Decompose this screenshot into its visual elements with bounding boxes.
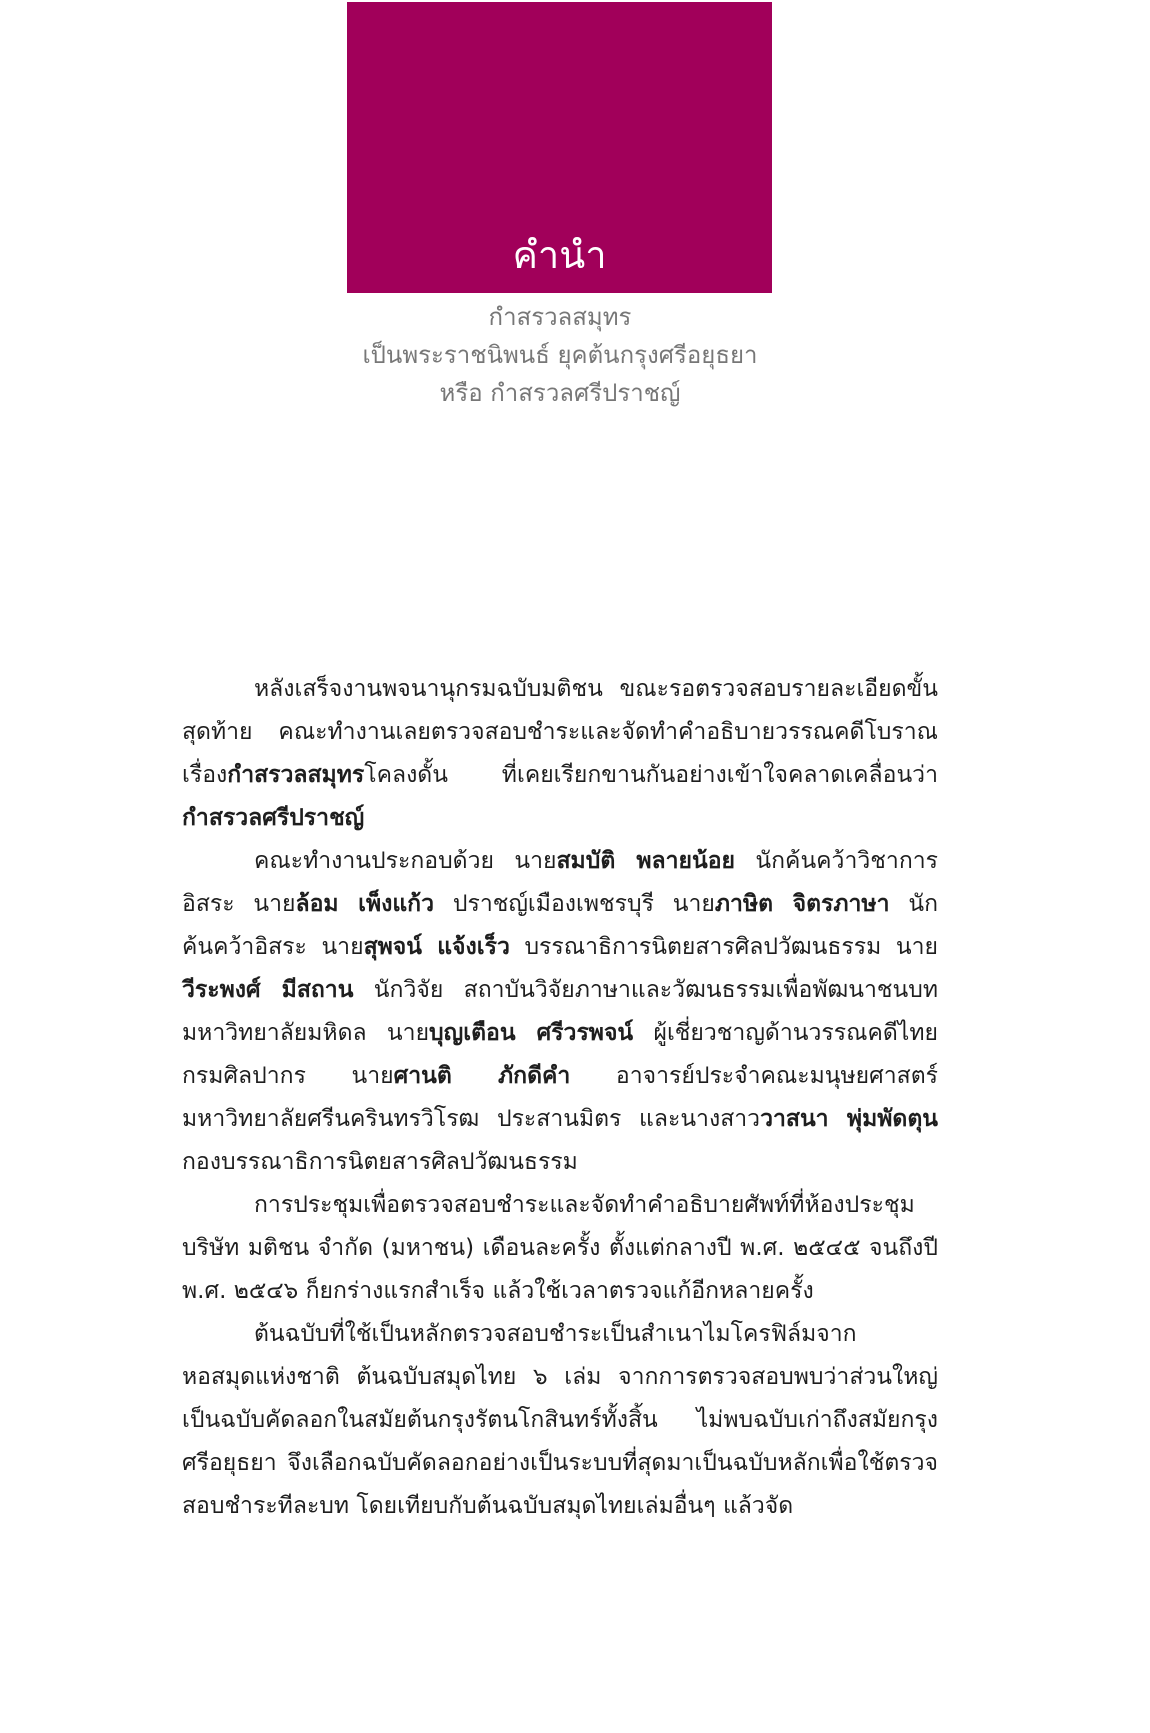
p2-text-8: อาจารย์ประจำคณะมนุษยศาสตร์ มหาวิทยาลัยศรีนครินทรวิโรฒ ประสานมิตร และนางสาว <box>182 1063 938 1132</box>
p2-name-7: ศานติ ภักดีคำ <box>393 1063 571 1089</box>
p2-name-2: ล้อม เพ็งแก้ว <box>295 891 435 917</box>
p2-text-4: นักค้นคว้าอิสระ นาย <box>182 891 938 960</box>
subtitle-line-2: เป็นพระราชนิพนธ์ ยุคต้นกรุงศรีอยุธยา <box>362 341 758 369</box>
subtitle-line-1: กำสรวลสมุทร <box>488 303 632 331</box>
body-text <box>182 668 938 1528</box>
p2-text-3: ปราชญ์เมืองเพชรบุรี นาย <box>434 891 715 917</box>
p1-bold-title: กำสรวลสมุทร <box>227 762 365 788</box>
p1-text-2: โคลงดั้น ที่เคยเรียกขานกันอย่างเข้าใจคลาดเคลื่อนว่า <box>364 762 938 788</box>
p1-text-1: หลังเสร็จงานพจนานุกรมฉบับมติชน ขณะรอตรวจสอบรายละเอียดขั้นสุดท้าย คณะทำงานเลยตรวจสอบชำระและจัดทำคำอธิบายวรรณคดีโบราณเรื่อง <box>182 676 938 788</box>
paragraph-1 <box>182 668 938 840</box>
p2-text-5: บรรณาธิการนิตยสารศิลปวัฒนธรรม นาย <box>509 934 938 960</box>
p2-name-6: บุญเตือน ศรีวรพจน์ <box>429 1020 634 1046</box>
p2-text-6: นักวิจัย สถาบันวิจัยภาษาและวัฒนธรรมเพื่อพัฒนาชนบท มหาวิทยาลัยมหิดล นาย <box>182 977 938 1046</box>
p2-name-3: ภาษิต จิตรภาษา <box>714 891 890 917</box>
p2-name-5: วีระพงศ์ มีสถาน <box>182 977 354 1003</box>
paragraph-4: ต้นฉบับที่ใช้เป็นหลักตรวจสอบชำระเป็นสำเนาไมโครฟิล์มจากหอสมุดแห่งชาติ ต้นฉบับสมุดไทย ๖ เล่ม จากการตรวจสอบพบว่าส่วนใหญ่เป็นฉบับคัดลอกในสมัยต้นกรุงรัตนโกสินทร์ทั้งสิ้น ไม่พบฉบับเก่าถึงสมัยกรุงศรีอยุธยา จึงเลือกฉบับคัดลอกอย่างเป็นระบบที่สุดมาเป็นฉบับหลักเพื่อใช้ตรวจสอบชำระทีละบท โดยเทียบกับต้นฉบับสมุดไทยเล่มอื่นๆ แล้วจัด <box>182 1321 938 1519</box>
subtitle-line-3: หรือ กำสรวลศรีปราชญ์ <box>439 379 681 407</box>
p1-bold-alt-title: กำสรวลศรีปราชญ์ <box>182 805 365 831</box>
page-title: คำนำ <box>512 233 607 277</box>
p2-name-8: วาสนา พุ่มพัดตุน <box>760 1106 939 1132</box>
p2-name-4: สุพจน์ แจ้งเร็ว <box>363 934 510 960</box>
subtitle-block <box>300 298 820 412</box>
p2-text-2: นักค้นคว้าวิชาการอิสระ นาย <box>182 848 939 917</box>
p2-text-1: คณะทำงานประกอบด้วย นาย <box>254 848 557 874</box>
title-block <box>347 2 772 293</box>
p2-name-1: สมบัติ พลายน้อย <box>556 848 736 874</box>
paragraph-3: การประชุมเพื่อตรวจสอบชำระและจัดทำคำอธิบายศัพท์ที่ห้องประชุมบริษัท มติชน จำกัด (มหาชน) เดือนละครั้ง ตั้งแต่กลางปี พ.ศ. ๒๕๔๕ จนถึงปี พ.ศ. ๒๕๔๖ ก็ยกร่างแรกสำเร็จ แล้วใช้เวลาตรวจแก้อีกหลายครั้ง <box>182 1192 938 1304</box>
p2-text-9: กองบรรณาธิการนิตยสารศิลปวัฒนธรรม <box>182 1149 578 1175</box>
p2-text-7: ผู้เชี่ยวชาญด้านวรรณคดีไทย กรมศิลปากร นาย <box>182 1020 938 1089</box>
paragraph-2 <box>182 840 938 1184</box>
